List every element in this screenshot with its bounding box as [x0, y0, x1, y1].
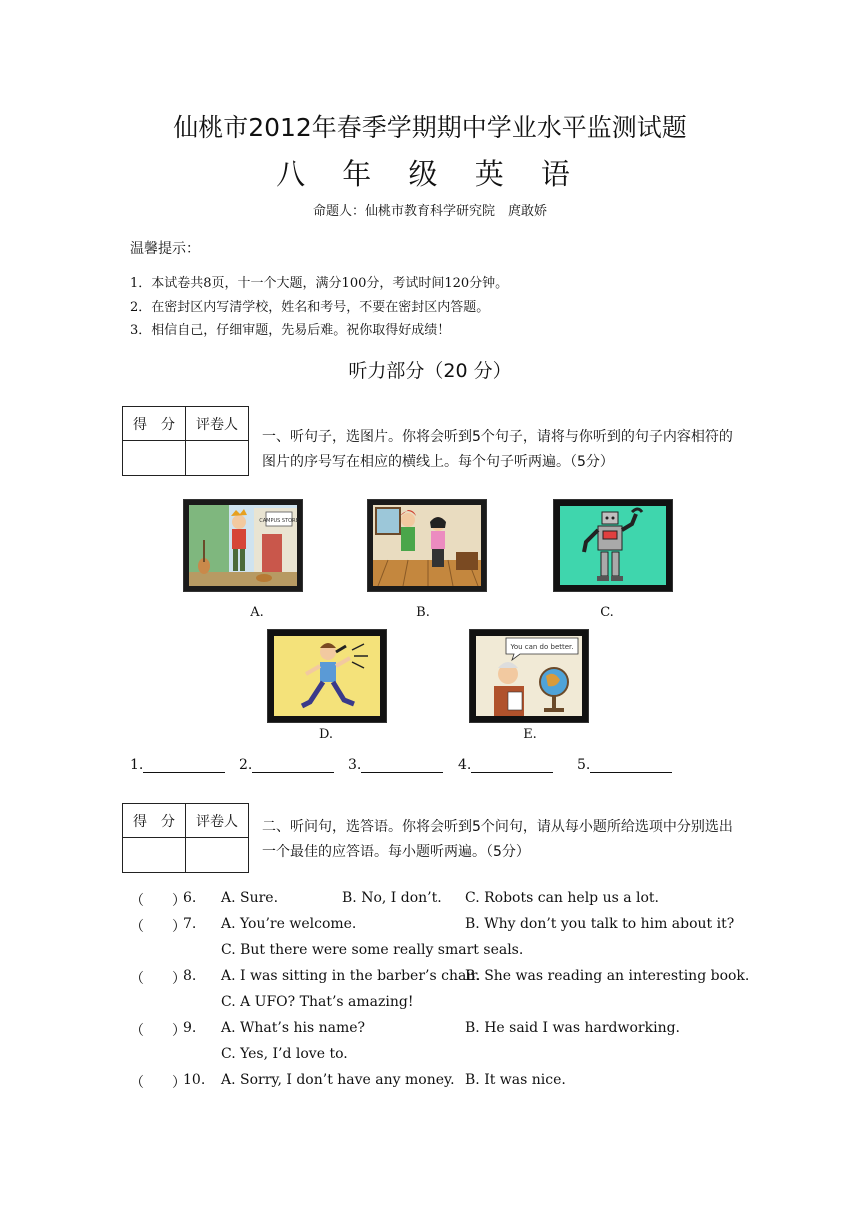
- option-c: C. But there were some really smart seals.: [221, 942, 524, 958]
- blank-number: 3.: [348, 757, 362, 773]
- picture-b: [367, 499, 487, 592]
- exam-author: 命题人：仙桃市教育科学研究院 庹敢娇: [312, 204, 547, 219]
- blank-number: 2.: [239, 757, 253, 773]
- part2-instruction: 二、听问句，选答语。你将会听到5个问句，请从每小题所给选项中分别选出一个最佳的应答语。每小题听两遍。（5分）: [262, 819, 733, 860]
- blank-number: 4.: [458, 757, 472, 773]
- grader-cell[interactable]: [186, 838, 249, 873]
- part1-instruction: 一、听句子，选图片。你将会听到5个句子，请将与你听到的句子内容相符的图片的序号写在相应的横线上。每个句子听两遍。（5分）: [262, 429, 733, 470]
- score-table: [122, 803, 249, 873]
- score-cell[interactable]: [123, 441, 186, 476]
- speech-bubble-text: You can do better.: [510, 643, 574, 651]
- picture-d-caption: D.: [318, 727, 334, 742]
- option-c: C. Robots can help us a lot.: [465, 890, 660, 906]
- grader-cell[interactable]: [186, 441, 249, 476]
- option-b: B. She was reading an interesting book.: [465, 968, 750, 984]
- grader-label: 评卷人: [186, 407, 249, 441]
- exam-subtitle: 八 年 级 英 语: [276, 157, 584, 191]
- tip-item: 1．本试卷共8页，十一个大题，满分100分，考试时间120分钟。: [130, 276, 509, 291]
- blank-number: 1.: [130, 757, 144, 773]
- option-b: B. No, I don’t.: [342, 890, 442, 906]
- grader-label: 评卷人: [186, 804, 249, 838]
- answer-bracket[interactable]: （ ）: [130, 971, 186, 987]
- option-c: C. A UFO? That’s amazing!: [221, 994, 414, 1010]
- answer-blank[interactable]: [361, 758, 443, 773]
- option-c: C. Yes, I’d love to.: [221, 1046, 348, 1062]
- option-a: A. What’s his name?: [221, 1020, 366, 1036]
- option-b: B. It was nice.: [465, 1072, 566, 1088]
- score-label: 得 分: [123, 804, 186, 838]
- option-a: A. You’re welcome.: [221, 916, 357, 932]
- score-table: [122, 406, 249, 476]
- blank-number: 5.: [577, 757, 591, 773]
- picture-a: [183, 499, 303, 592]
- option-b: B. He said I was hardworking.: [465, 1020, 681, 1036]
- tips-heading: 温馨提示：: [130, 241, 200, 257]
- picture-e: [469, 629, 589, 723]
- question-number: 7.: [183, 916, 197, 932]
- score-label: 得 分: [123, 407, 186, 441]
- picture-a-caption: A.: [250, 605, 264, 620]
- option-a: A. Sorry, I don’t have any money.: [221, 1072, 455, 1088]
- option-a: A. Sure.: [221, 890, 279, 906]
- answer-bracket[interactable]: （ ）: [130, 1023, 186, 1039]
- picture-e-caption: E.: [523, 727, 537, 742]
- question-number: 6.: [183, 890, 197, 906]
- section-title: 听力部分（20 分）: [348, 360, 512, 382]
- question-number: 10.: [183, 1072, 206, 1088]
- score-cell[interactable]: [123, 838, 186, 873]
- picture-c: [553, 499, 673, 592]
- answer-bracket[interactable]: （ ）: [130, 1075, 186, 1091]
- tip-item: 3．相信自己，仔细审题，先易后难。祝你取得好成绩！: [130, 323, 451, 338]
- exam-title: 仙桃市2012年春季学期期中学业水平监测试题: [173, 113, 687, 142]
- answer-blank[interactable]: [471, 758, 553, 773]
- option-b: B. Why don’t you talk to him about it?: [465, 916, 735, 932]
- option-a: A. I was sitting in the barber’s chair.: [221, 968, 481, 984]
- answer-blank[interactable]: [143, 758, 225, 773]
- picture-d: [267, 629, 387, 723]
- question-number: 8.: [183, 968, 197, 984]
- tip-item: 2．在密封区内写清学校，姓名和考号，不要在密封区内答题。: [130, 300, 490, 315]
- question-number: 9.: [183, 1020, 197, 1036]
- answer-blank[interactable]: [590, 758, 672, 773]
- campus-store-sign: CAMPUS STORE: [259, 518, 299, 524]
- answer-bracket[interactable]: （ ）: [130, 893, 186, 909]
- answer-blank[interactable]: [252, 758, 334, 773]
- picture-c-caption: C.: [600, 605, 614, 620]
- picture-b-caption: B.: [416, 605, 430, 620]
- answer-bracket[interactable]: （ ）: [130, 919, 186, 935]
